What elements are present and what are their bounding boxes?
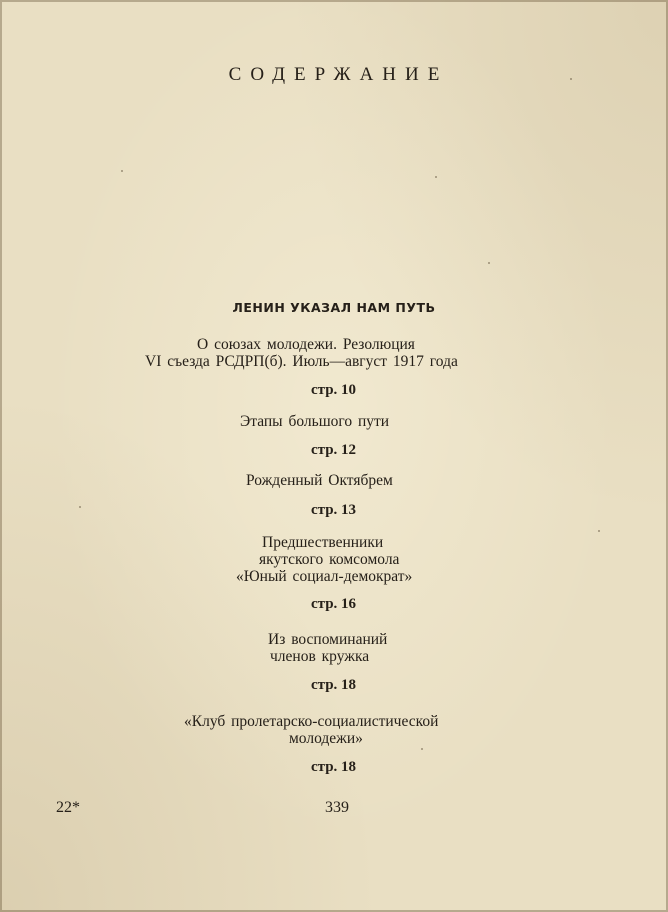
entry-page-ref: стр. 10 (311, 382, 357, 398)
entry-title-line: членов кружка (270, 648, 370, 665)
signature-mark: 22* (56, 799, 80, 816)
contents-heading: СОДЕРЖАНИЕ (228, 64, 449, 85)
entry-title-line: О союзах молодежи. Резолюция (197, 336, 415, 353)
entry-title-line: «Клуб пролетарско-социалистической (184, 713, 439, 730)
entry-title-line: Рожденный Октябрем (246, 472, 393, 489)
paper-speck (488, 262, 490, 264)
paper-speck (570, 78, 572, 80)
page-number: 339 (325, 799, 349, 816)
entry-title-line: молодежи» (289, 730, 363, 747)
entry-page-ref: стр. 16 (311, 596, 357, 612)
entry-page-ref: стр. 13 (311, 502, 357, 518)
paper-speck (79, 506, 81, 508)
paper-speck (421, 748, 423, 750)
paper-speck (435, 176, 437, 178)
entry-page-ref: стр. 18 (311, 677, 357, 693)
entry-page-ref: стр. 12 (311, 442, 357, 458)
entry-title-line: «Юный социал-демократ» (236, 568, 413, 585)
paper-speck (121, 170, 123, 172)
entry-title-line: якутского комсомола (259, 551, 400, 568)
section-title: ЛЕНИН УКАЗАЛ НАМ ПУТЬ (232, 300, 436, 315)
entry-title-line: Этапы большого пути (240, 413, 390, 430)
entry-title-line: Предшественники (262, 534, 384, 551)
entry-page-ref: стр. 18 (311, 759, 357, 775)
entry-title-line: VI съезда РСДРП(б). Июль—август 1917 года (145, 353, 458, 370)
entry-title-line: Из воспоминаний (268, 631, 388, 648)
paper-speck (598, 530, 600, 532)
